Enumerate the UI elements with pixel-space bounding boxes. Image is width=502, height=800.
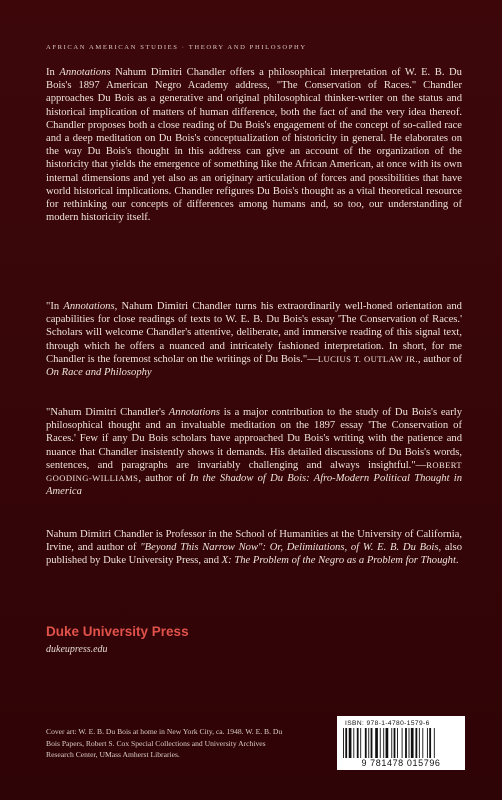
barcode-bar: [391, 728, 392, 758]
endorsement-gooding-williams: "Nahum Dimitri Chandler's Annotations is a major contribution to the study of Du Bois's early philosophical thought and an invaluable meditation on the 1897 essay 'The Conservation of Races.' Few if any Du Bois scholars have approached Du Bois's writing with the patience and nuance that Chandler insistently shows it demands. His detailed discussions of Du Bois's words, sentences, and paragraphs are invariably challenging and always insightful."—ROBERT GOODING-WILLIAMS, author of In the Shadow of Du Bois: Afro-Modern Political Thought in America: [46, 407, 462, 498]
barcode-bar: [365, 728, 367, 758]
barcode-bar: [429, 728, 431, 758]
barcode-bar: [415, 728, 417, 758]
barcode-bar: [411, 728, 414, 758]
barcode-bar: [402, 728, 403, 758]
isbn-barcode: [337, 716, 465, 770]
category-label: AFRICAN AMERICAN STUDIES · THEORY AND PHILOSOPHY: [46, 44, 307, 51]
barcode-bars: [343, 728, 459, 758]
book-description: In Annotations Nahum Dimitri Chandler offers a philosophical interpretation of W. E. B. Du Bois's 1897 American Negro Academy address, "The Conservation of Races." Chandler approaches Du Bois as a generative and original philosophical thinker-writer on the status and historical implication of matters of human difference, both the fact of and the very idea thereof. Chandler proposes both a close reading of Du Bois's engagement of the concept of so-called race and a deep meditation on Du Bois's conceptualization of historicity in general. He elaborates on the way Du Bois's thought in this address can give an account of the organization of the historicity that yields the emergence of something like the African American, at once with its own internal dimensions and yet also as an originary articulation of forces and possibilities that have world historical implications. Chandler refigures Du Bois's thought as a vital theoretical resource for rethinking our concepts of differences among humans and, so too, our understanding of modern historicity itself.: [46, 67, 462, 224]
book-title: Annotations: [59, 67, 111, 78]
barcode-bar: [419, 728, 420, 758]
barcode-bar: [343, 728, 344, 758]
barcode-bar: [394, 728, 396, 758]
endorsement-outlaw: "In Annotations, Nahum Dimitri Chandler turns his extraordinarily well-honed orientation and capabilities for close readings of texts to W. E. B. Du Bois's essay 'The Conservation of Races.' Scholars will welcome Chandler's attentive, deliberate, and immersive reading of this signal text, through which he offers a nuanced and intricately fashioned interpretation. In short, for me Chandler is the foremost scholar on the writings of Du Bois."—LUCIUS T. OUTLAW JR., author of On Race and Philosophy: [46, 301, 462, 379]
barcode-bar: [386, 728, 389, 758]
barcode-bar: [409, 728, 410, 758]
barcode-bar: [360, 728, 361, 758]
barcode-bar: [383, 728, 384, 758]
barcode-bar: [371, 728, 373, 758]
author-bio: Nahum Dimitri Chandler is Professor in the School of Humanities at the University of California, Irvine, and author of "Beyond This Narrow Now": Or, Delimitations, of W. E. B. Du Bois, also published by Duke University Press, and X: The Problem of the Negro as a Problem for Thought.: [46, 529, 462, 567]
barcode-bar: [353, 728, 354, 758]
barcode-bar: [357, 728, 359, 758]
barcode-bar: [380, 728, 381, 758]
barcode-digits: 9 781478 015796: [361, 758, 441, 768]
barcode-bar: [434, 728, 435, 758]
barcode-bar: [405, 728, 407, 758]
barcode-bar: [349, 728, 352, 758]
barcode-bar: [375, 728, 378, 758]
endorser-name: LUCIUS T. OUTLAW JR.: [317, 353, 418, 364]
cover-art-credit: Cover art: W. E. B. Du Bois at home in New York City, ca. 1948. W. E. B. Du Bois Papers, Robert S. Cox Special Collections and University Archives Research Center, UMass Amherst Libraries.: [46, 727, 283, 760]
barcode-bar: [368, 728, 369, 758]
barcode-bar: [422, 728, 423, 758]
publisher-name: Duke University Press: [46, 624, 189, 639]
barcode-bar: [345, 728, 347, 758]
isbn-number: ISBN: 978-1-4780-1579-6: [345, 720, 430, 727]
barcode-bar: [427, 728, 428, 758]
endorser-name: ROBERT GOODING-WILLIAMS: [46, 459, 462, 484]
publisher-url[interactable]: dukeupress.edu: [46, 644, 108, 655]
barcode-bar: [397, 728, 398, 758]
